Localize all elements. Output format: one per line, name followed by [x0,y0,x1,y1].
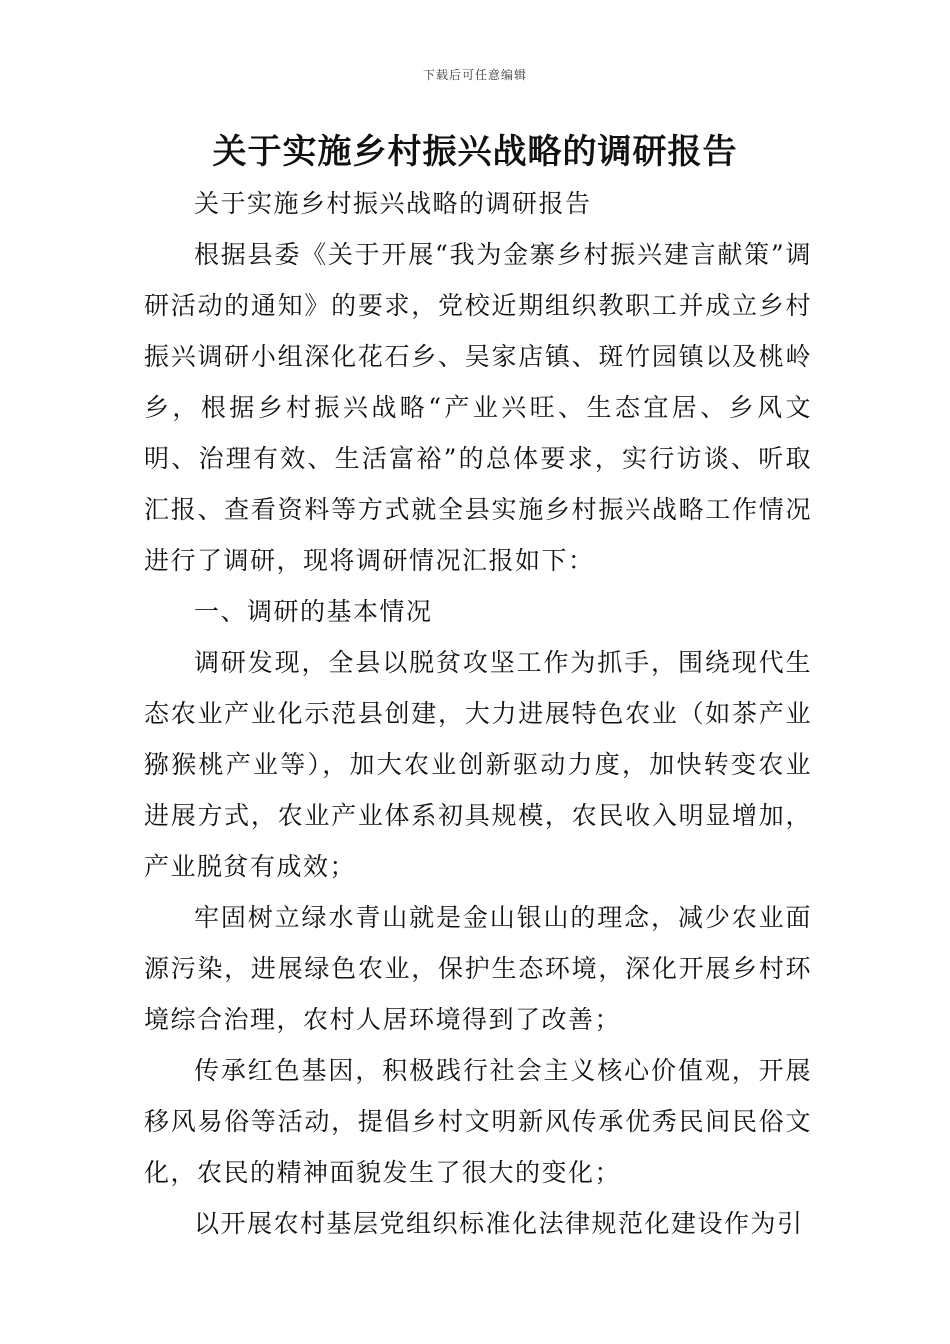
body-paragraph: 调研发现，全县以脱贫攻坚工作为抓手，围绕现代生态农业产业化示范县创建，大力进展特色农业（如茶产业猕猴桃产业等），加大农业创新驱动力度，加快转变农业进展方式，农业产业体系初具规模，农民收入明显增加，产业脱贫有成效； [144,648,812,881]
subtitle-paragraph: 关于实施乡村振兴战略的调研报告 [194,189,592,218]
body-paragraph: 以开展农村基层党组织标准化法律规范化建设作为引 [194,1209,804,1238]
document-body [144,178,812,1249]
body-paragraph: 传承红色基因，积极践行社会主义核心价值观，开展移风易俗等活动，提倡乡村文明新风传承优秀民间民俗文化，农民的精神面貌发生了很大的变化； [144,1056,812,1187]
document-title: 关于实施乡村振兴战略的调研报告 [212,132,738,172]
body-paragraph: 牢固树立绿水青山就是金山银山的理念，减少农业面源污染，进展绿色农业，保护生态环境，深化开展乡村环境综合治理，农村人居环境得到了改善； [144,903,812,1034]
intro-paragraph: 根据县委《关于开展“我为金寨乡村振兴建言献策”调研活动的通知》的要求，党校近期组织教职工并成立乡村振兴调研小组深化花石乡、吴家店镇、斑竹园镇以及桃岭乡，根据乡村振兴战略“产业兴旺、生态宜居、乡风文明、治理有效、生活富裕”的总体要求，实行访谈、听取汇报、查看资料等方式就全县实施乡村振兴战略工作情况进行了调研，现将调研情况汇报如下： [144,240,812,575]
header-note: 下载后可任意编辑 [422,68,527,82]
section-heading: 一、调研的基本情况 [194,597,433,626]
